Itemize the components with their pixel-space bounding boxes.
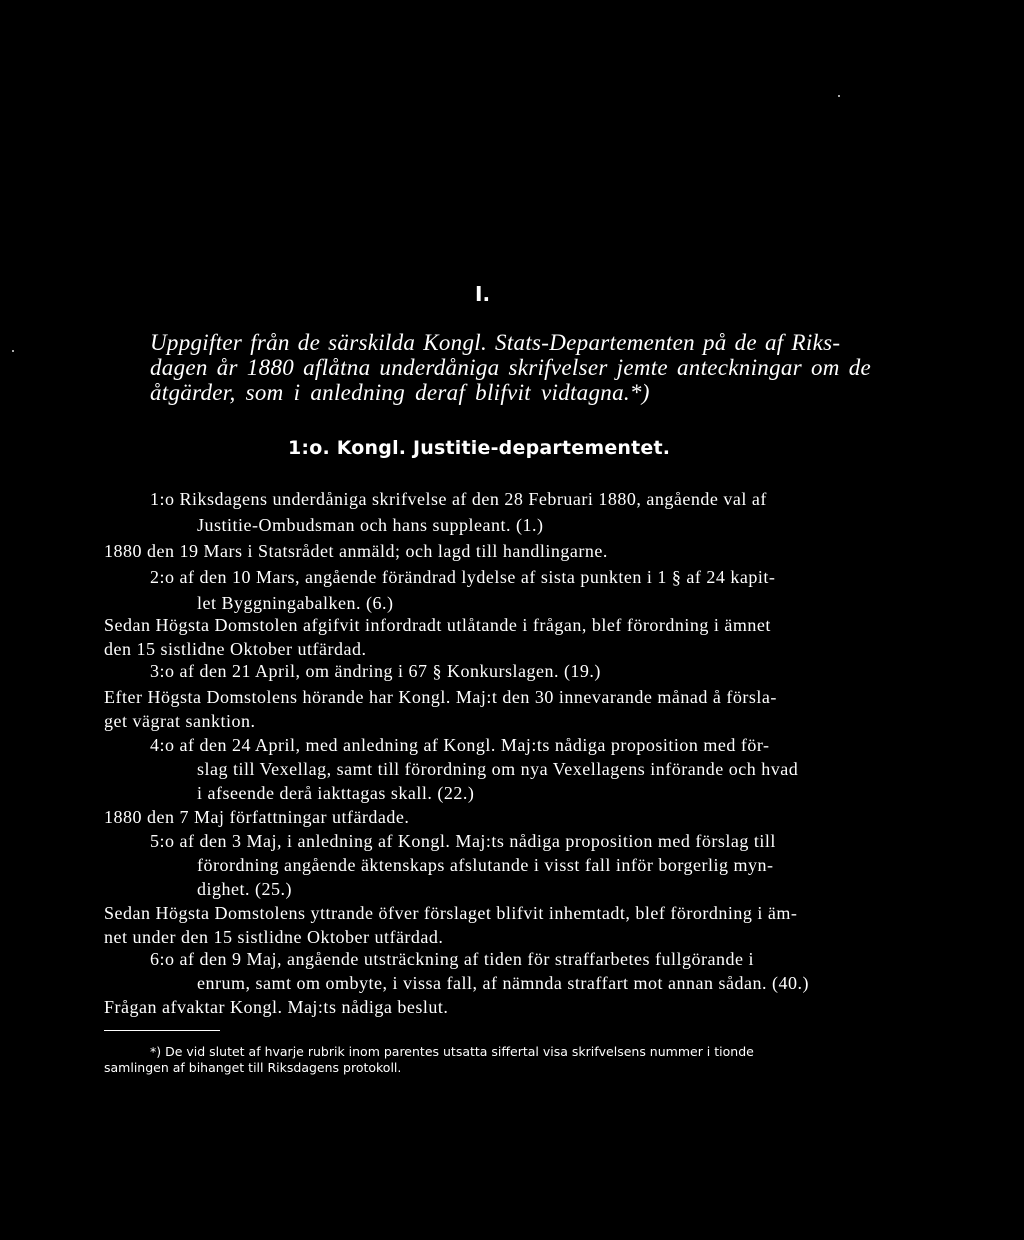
body-line: get vägrat sanktion. <box>104 711 256 731</box>
body-line: Sedan Högsta Domstolen afgifvit infordradt utlåtande i frågan, blef förordning i ämnet <box>104 615 771 635</box>
body-line: net under den 15 sistlidne Oktober utfärdad. <box>104 927 444 947</box>
body-line: 1:o Riksdagens underdåniga skrifvelse af den 28 Februari 1880, angående val af <box>150 489 767 509</box>
body-line: enrum, samt om ombyte, i vissa fall, af nämnda straffart mot annan sådan. (40.) <box>197 973 810 993</box>
footnote-divider <box>104 1030 220 1031</box>
body-line: dighet. (25.) <box>197 879 292 899</box>
body-line: Frågan afvaktar Kongl. Maj:ts nådiga beslut. <box>104 997 449 1017</box>
intro-line: dagen år 1880 aflåtna underdåniga skrifvelser jemte anteckningar om de <box>150 355 872 380</box>
body-line: slag till Vexellag, samt till förordning om nya Vexellagens införande och hvad <box>197 759 799 779</box>
intro-line: åtgärder, som i anledning deraf blifvit vidtagna.*) <box>150 380 650 405</box>
scan-speck <box>838 95 840 97</box>
scan-speck <box>12 350 14 352</box>
section-number: I. <box>475 282 491 306</box>
body-line: förordning angående äktenskaps afslutande i visst fall inför borgerlig myn- <box>197 855 774 875</box>
body-line: 6:o af den 9 Maj, angående utsträckning af tiden för straffarbetes fullgörande i <box>150 949 754 969</box>
body-line: Sedan Högsta Domstolens yttrande öfver förslaget blifvit inhemtadt, blef förordning i äm- <box>104 903 798 923</box>
body-line: 2:o af den 10 Mars, angående förändrad lydelse af sista punkten i 1 § af 24 kapit- <box>150 567 776 587</box>
intro-paragraph <box>150 330 870 405</box>
body-line: 3:o af den 21 April, om ändring i 67 § Konkurslagen. (19.) <box>150 661 601 681</box>
body-line: i afseende derå iakttagas skall. (22.) <box>197 783 475 803</box>
body-line: 4:o af den 24 April, med anledning af Kongl. Maj:ts nådiga proposition med för- <box>150 735 770 755</box>
intro-line: Uppgifter från de särskilda Kongl. Stats-Departementen på de af Riks- <box>150 330 841 355</box>
body-line: 5:o af den 3 Maj, i anledning af Kongl. Maj:ts nådiga proposition med förslag till <box>150 831 776 851</box>
body-line: Justitie-Ombudsman och hans suppleant. (1.) <box>197 515 544 535</box>
body-line: let Byggningabalken. (6.) <box>197 593 394 613</box>
footnote-line: samlingen af bihanget till Riksdagens protokoll. <box>104 1060 402 1075</box>
body-line: den 15 sistlidne Oktober utfärdad. <box>104 639 367 659</box>
body-line: 1880 den 19 Mars i Statsrådet anmäld; och lagd till handlingarne. <box>104 541 608 561</box>
body-line: Efter Högsta Domstolens hörande har Kongl. Maj:t den 30 innevarande månad å försla- <box>104 687 777 707</box>
body-line: 1880 den 7 Maj författningar utfärdade. <box>104 807 410 827</box>
footnote-line: *) De vid slutet af hvarje rubrik inom parentes utsatta siffertal visa skrifvelsens nummer i tionde <box>150 1044 754 1059</box>
department-heading: 1:o. Kongl. Justitie-departementet. <box>288 437 671 459</box>
